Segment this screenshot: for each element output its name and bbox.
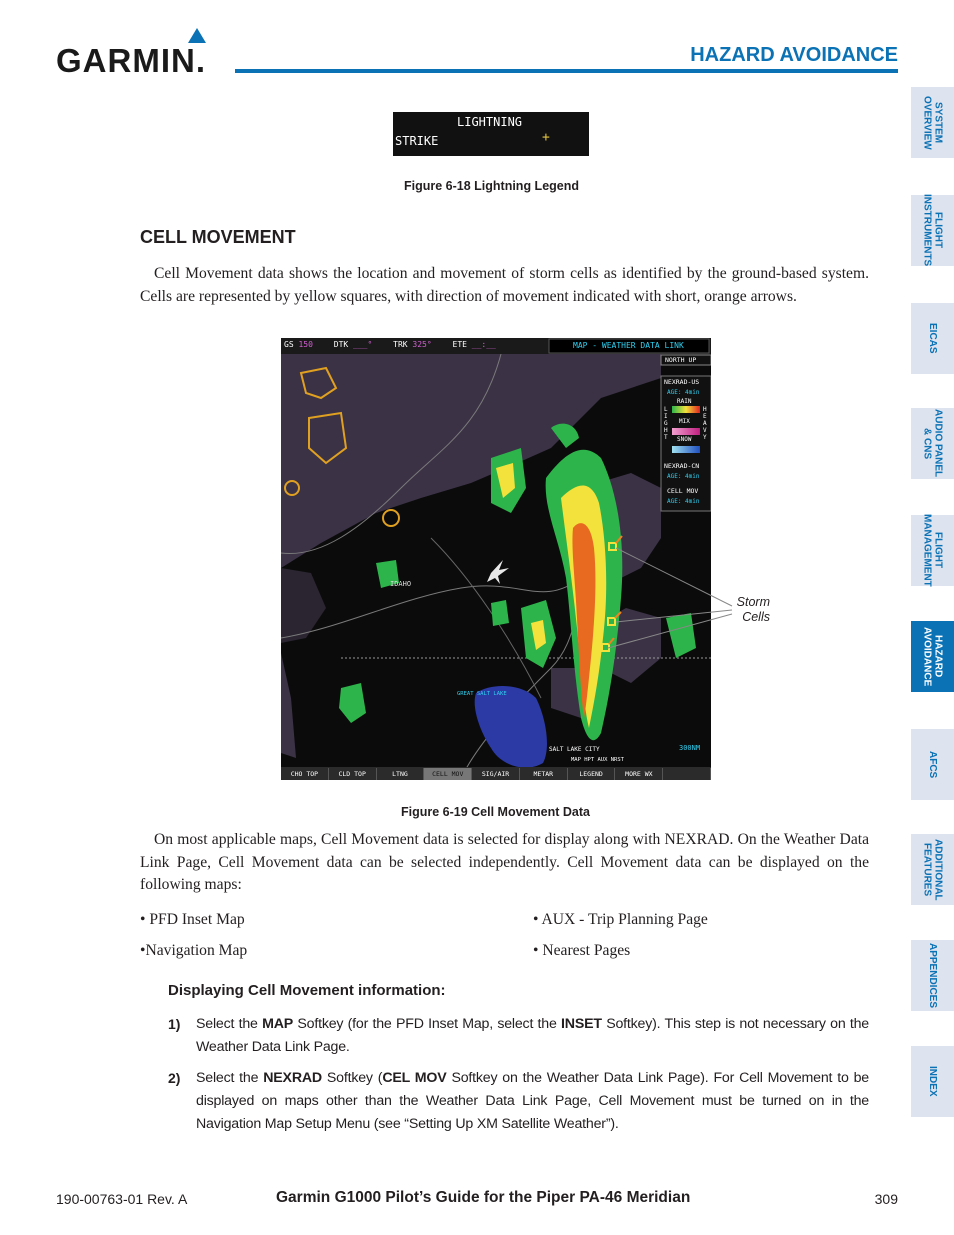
softkey-cell-mov[interactable]: CELL MOV [424,768,472,780]
step-2-text: Select the NEXRAD Softkey (CEL MOV Softkey on the Weather Data Link Page). For Cell Movement to be displayed on maps other than the Weather Data Link Page, Cell Movement must be turned on in the Navigation Map Setup Menu (see “Setting Up XM Satellite Weather”). [196,1070,869,1132]
lightning-legend [393,112,589,156]
orientation-label: NORTH UP [665,356,697,364]
garmin-logo [56,28,221,78]
logo-triangle-icon [188,28,206,43]
tab-label: HAZARD AVOIDANCE [921,626,944,687]
strike-label: STRIKE [395,134,439,148]
tab-label: AUDIO PANEL & CNS [921,409,944,478]
tab-label: INDEX [927,1066,938,1097]
tab-label: FLIGHT INSTRUMENTS [921,194,944,267]
tab-additional-features[interactable] [911,834,954,905]
dtk-label: DTK [333,340,349,349]
softkey-bar [281,768,711,780]
bullet-pfd-inset: • PFD Inset Map [140,911,245,928]
legend-snow: SNOW [677,436,692,443]
section-title: HAZARD AVOIDANCE [690,44,898,66]
footer-title: Garmin G1000 Pilot’s Guide for the Piper PA-46 Meridian [276,1189,691,1206]
legend-rain: RAIN [677,398,692,405]
figure-caption-cell-movement: Figure 6-19 Cell Movement Data [401,805,590,819]
legend-light: LIGHT [664,406,668,441]
step-2-number: 2) [168,1070,181,1086]
lightning-title: LIGHTNING [457,115,523,129]
figure-caption-lightning: Figure 6-18 Lightning Legend [404,179,579,193]
bullet-aux-trip: • AUX - Trip Planning Page [533,911,708,928]
callout-lines [600,540,740,660]
legend-heavy: HEAVY [703,406,707,441]
trk-value: 325° [412,340,432,349]
paragraph-maps: On most applicable maps, Cell Movement data is selected for display along with NEXRAD. On the Weather Data Link Page, Cell Movement data can be selected independently. Cell Movement data can be displayed on the following maps: [140,831,869,893]
ete-value: __:__ [471,340,496,349]
legend-nexrad-us: NEXRAD-US [664,378,700,386]
tab-label: ADDITIONAL FEATURES [921,838,944,901]
range-label: 300NM [679,744,701,752]
label-great-salt-lake: GREAT SALT LAKE [457,691,507,697]
trk-label: TRK [393,340,408,349]
section-heading: CELL MOVEMENT [140,227,296,247]
bullet-navigation-map: •Navigation Map [140,942,248,959]
tab-hazard-avoidance[interactable] [911,621,954,692]
softkey-metar[interactable]: METAR [520,768,568,780]
bullet-nearest: • Nearest Pages [533,942,631,959]
legend-cell-mov: CELL MOV [667,487,699,495]
legend-age-us: AGE: 4min [667,389,700,396]
dtk-value: ___° [353,340,373,349]
step-1-number: 1) [168,1016,181,1032]
page-title: MAP - WEATHER DATA LINK [573,341,684,350]
top-bar [284,340,496,349]
footer-doc-number: 190-00763-01 Rev. A [56,1191,188,1207]
footer-page-number: 309 [874,1191,898,1207]
tab-afcs[interactable] [911,729,954,800]
tab-label: AFCS [927,750,938,779]
gs-label: GS [284,340,294,349]
intro-paragraph: Cell Movement data shows the location and movement of storm cells as identified by the ground-based system. Cells are represented by yellow squares, with direction of movement indicated with short, orange arrows. [140,265,869,305]
legend-nexrad-cn: NEXRAD-CN [664,462,700,470]
legend-age-cell: AGE: 4min [667,498,700,505]
softkey-cld-top[interactable]: CLD TOP [329,768,377,780]
tab-appendices[interactable] [911,940,954,1011]
ete-label: ETE [452,340,467,349]
softkey-more-wx[interactable]: MORE WX [615,768,663,780]
softkey-ltng[interactable]: LTNG [377,768,425,780]
legend-age-cn: AGE: 4min [667,473,700,480]
softkey-blank[interactable] [663,768,711,780]
softkey-sig-air[interactable]: SIG/AIR [472,768,520,780]
procedure-heading: Displaying Cell Movement information: [168,982,446,999]
tab-flight-management[interactable] [911,515,954,586]
tab-index[interactable] [911,1046,954,1117]
softkey-legend[interactable]: LEGEND [568,768,616,780]
tab-audio-panel-cns[interactable] [911,408,954,479]
tab-label: SYSTEM OVERVIEW [921,95,944,150]
tab-label: APPENDICES [927,942,938,1008]
tab-label: EICAS [927,323,938,354]
softkey-cho-top[interactable]: CHO TOP [281,768,329,780]
tab-system-overview[interactable] [911,87,954,158]
logo-text: GARMIN. [56,42,206,79]
tab-flight-instruments[interactable] [911,195,954,266]
tab-eicas[interactable] [911,303,954,374]
label-salt-lake-city: SALT LAKE CITY [549,746,600,753]
legend-mix: MIX [679,418,690,425]
label-idaho: IDAHO [390,580,412,588]
strike-symbol-icon: + [542,130,550,145]
tab-label: FLIGHT MANAGEMENT [921,514,944,587]
storm-cells-label: Storm Cells [736,595,770,624]
header-rule [235,69,898,73]
gs-value: 150 [298,340,313,349]
step-1-text: Select the MAP Softkey (for the PFD Inset Map, select the INSET Softkey). This step is not necessary on the Weather Data Link Page. [196,1016,869,1055]
status-label: MAP HPT AUX NRST [571,757,624,763]
